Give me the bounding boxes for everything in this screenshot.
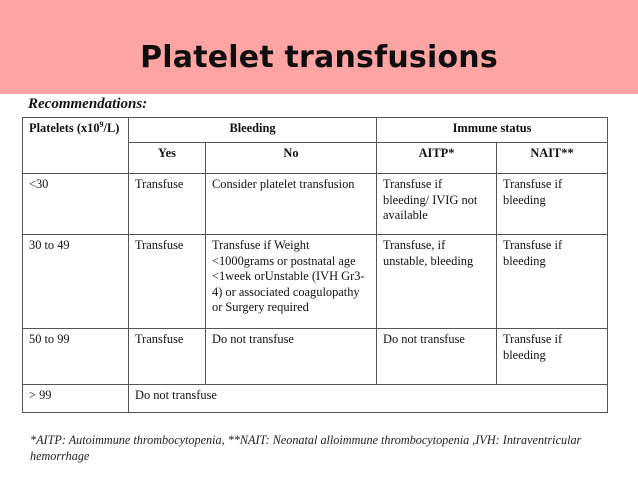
aitp-cell bbox=[377, 174, 497, 235]
header-platelets: Platelets $(x10^9/L)$ bbox=[23, 118, 129, 174]
cell-line: bleeding bbox=[503, 347, 546, 362]
merged-cell: Do not transfuse bbox=[129, 385, 608, 413]
cell-line: Transfuse if bbox=[503, 332, 563, 346]
header-nait: NAIT** bbox=[497, 143, 608, 174]
cell-line: bleeding/ IVIG not bbox=[383, 192, 478, 207]
footnote-line: hemorrhage bbox=[30, 449, 90, 463]
cell-line: bleeding bbox=[503, 253, 546, 268]
header-immune-status: Immune status bbox=[377, 118, 608, 143]
yes-cell: Transfuse bbox=[129, 235, 206, 329]
platelets-cell: <30 bbox=[23, 174, 129, 235]
cell-line: unstable, bleeding bbox=[383, 253, 474, 268]
cell-line: <1000grams or postnatal age bbox=[212, 253, 356, 268]
yes-cell: Transfuse bbox=[129, 174, 206, 235]
header-bleeding: Bleeding bbox=[129, 118, 377, 143]
no-cell bbox=[206, 174, 377, 235]
recommendations-table bbox=[22, 117, 608, 413]
cell-line: available bbox=[383, 208, 428, 222]
cell-line: Do not transfuse bbox=[383, 332, 465, 346]
cell-line: Do not transfuse bbox=[212, 332, 294, 346]
cell-line: Transfuse, if bbox=[383, 238, 446, 252]
cell-line: <1week orUnstable (IVH Gr3- bbox=[212, 269, 365, 283]
header-no: No bbox=[206, 143, 377, 174]
nait-cell bbox=[497, 174, 608, 235]
cell-line: Transfuse if bbox=[503, 177, 563, 191]
cell-line: Consider platelet transfusion bbox=[212, 177, 355, 191]
table-row bbox=[23, 329, 608, 385]
platelets-cell: 30 to 49 bbox=[23, 235, 129, 329]
footnote bbox=[30, 432, 615, 464]
aitp-cell bbox=[377, 235, 497, 329]
header-yes: Yes bbox=[129, 143, 206, 174]
cell-line: or Surgery required bbox=[212, 300, 309, 314]
cell-line: Transfuse if bbox=[383, 177, 443, 191]
no-cell bbox=[206, 235, 377, 329]
nait-cell bbox=[497, 235, 608, 329]
table-row bbox=[23, 235, 608, 329]
table-row bbox=[23, 385, 608, 413]
footnote-line: *AITP: Autoimmune thrombocytopenia, **NAIT: Neonatal alloimmune thrombocytopenia ,IVH: Intraventricular bbox=[30, 433, 582, 447]
table-row bbox=[23, 174, 608, 235]
slide-title: Platelet transfusions bbox=[140, 40, 498, 75]
yes-cell: Transfuse bbox=[129, 329, 206, 385]
cell-line: Transfuse if bbox=[503, 238, 563, 252]
cell-line: Transfuse if Weight bbox=[212, 238, 310, 252]
no-cell bbox=[206, 329, 377, 385]
platelets-cell: 50 to 99 bbox=[23, 329, 129, 385]
platelets-cell: > 99 bbox=[23, 385, 129, 413]
recommendations-label: Recommendations: bbox=[28, 96, 148, 112]
cell-line: 4) or associated coagulopathy bbox=[212, 284, 360, 299]
header-aitp: AITP* bbox=[377, 143, 497, 174]
nait-cell bbox=[497, 329, 608, 385]
cell-line: bleeding bbox=[503, 192, 546, 207]
aitp-cell bbox=[377, 329, 497, 385]
